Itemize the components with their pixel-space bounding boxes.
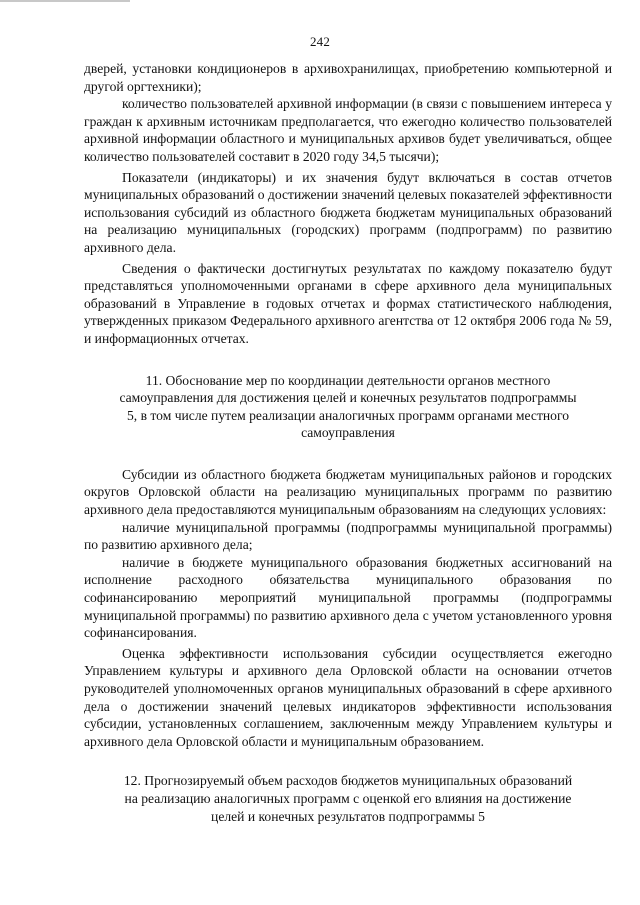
section-11-heading: 11. Обоснование мер по координации деятельности органов местного самоуправления для достижения целей и конечных результатов подпрограммы 5, в том числе путем реализации аналогичных программ органами местного самоуправления [119, 372, 577, 441]
paragraph-users-count: количество пользователей архивной информации (в связи с повышением интереса у граждан к архивным источникам предполагается, что ежегодно количество пользователей архивной информации областного и муниципальных архивов будет увеличиваться, общее количество пользователей составит в 2020 году 34,5 тысячи); [84, 96, 612, 164]
paragraph-continuation: дверей, установки кондиционеров в архивохранилищах, приобретению компьютерной и другой оргтехники); [84, 61, 612, 94]
scan-edge-mark [0, 0, 130, 8]
paragraph-subsidies: Субсидии из областного бюджета бюджетам муниципальных районов и городских округов Орловской области на реализацию муниципальных программ по развитию архивного дела предоставляются муниципальным образованиям на следующих условиях: [84, 466, 612, 518]
section-12-heading: 12. Прогнозируемый объем расходов бюджетов муниципальных образований на реализацию аналогичных программ с оценкой его влияния на достижение целей и конечных результатов подпрограммы 5 [123, 773, 573, 824]
page-number: 242 [309, 34, 331, 49]
paragraph-condition-budget: наличие в бюджете муниципального образования бюджетных ассигнований на исполнение расходного обязательства муниципального образования по софинансированию мероприятий муниципальной программы (подпрограммы муниципальной программы) по развитию архивного дела с учетом установленного уровня софинансирования. [84, 554, 612, 641]
paragraph-indicators: Показатели (индикаторы) и их значения будут включаться в состав отчетов муниципальных образований о достижении значений целевых показателей эффективности использования субсидий из областного бюджета бюджетам муниципальных образований на реализацию муниципальных (городских) программ (подпрограмм) по развитию архивного дела. [84, 169, 612, 255]
paragraph-reporting: Сведения о фактически достигнутых результатах по каждому показателю будут представляться уполномоченными органами в сфере архивного дела муниципальных образований в Управление в годовых отчетах и формах статистического наблюдения, утвержденных приказом Федерального архивного агентства от 12 октября 2006 года № 59, и информационных отчетах. [84, 260, 612, 346]
paragraph-efficiency-assessment: Оценка эффективности использования субсидии осуществляется ежегодно Управлением культуры и архивного дела Орловской области на основании отчетов руководителей уполномоченных органов муниципальных образований в сфере архивного дела о достижении значений целевых индикаторов эффективности использования субсидии, установленных соглашением, заключенным между Управлением культуры и архивного дела Орловской области и муниципальным образованием. [84, 645, 612, 749]
document-body [84, 60, 612, 825]
paragraph-condition-program: наличие муниципальной программы (подпрограммы муниципальной программы) по развитию архивного дела; [84, 519, 612, 553]
